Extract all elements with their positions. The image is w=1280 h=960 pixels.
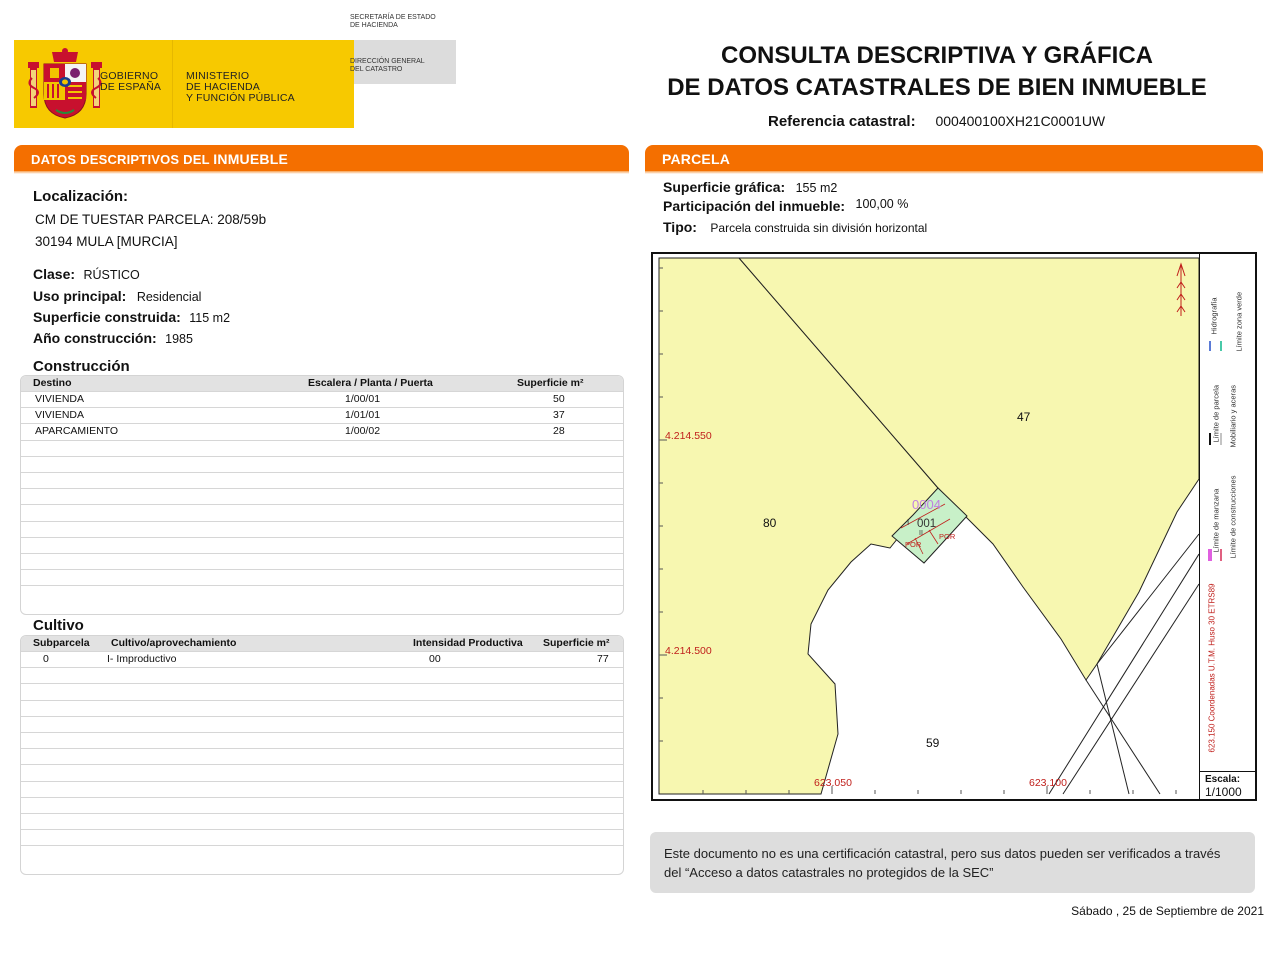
col-intensidad: Intensidad Productiva bbox=[413, 637, 523, 649]
col-superficie: Superficie m² bbox=[517, 377, 584, 389]
table-row-empty bbox=[21, 845, 623, 861]
legend-coords: 623.150 Coordenadas U.T.M. Huso 30 ETRS89 bbox=[1207, 583, 1217, 753]
cell-superficie: 28 bbox=[553, 425, 565, 438]
legend-manzana: Límite de manzana bbox=[1211, 488, 1221, 553]
clase-row bbox=[33, 266, 140, 284]
government-banner bbox=[14, 40, 456, 128]
table-row-empty bbox=[21, 716, 623, 732]
cell-destino: VIVIENDA bbox=[35, 409, 85, 422]
clase-value: RÚSTICO bbox=[83, 268, 140, 282]
table-row-empty bbox=[21, 813, 623, 829]
sup-grafica-row bbox=[663, 179, 837, 197]
unit-label-ii: II bbox=[919, 530, 923, 537]
direccion-text: DIRECCIÓN GENERAL DEL CATASTRO bbox=[350, 58, 425, 73]
table-row bbox=[21, 651, 623, 667]
ministerio-text: MINISTERIO DE HACIENDA Y FUNCIÓN PÚBLICA bbox=[186, 70, 295, 104]
superficie-row bbox=[33, 309, 230, 327]
localizacion-label: Localización: bbox=[33, 188, 129, 205]
escala-box bbox=[1199, 771, 1256, 800]
legend-construcciones: Límite de construcciones bbox=[1228, 475, 1238, 559]
legend-mobiliario: Mobiliario y aceras bbox=[1228, 384, 1238, 448]
table-row-empty bbox=[21, 553, 623, 569]
cell-superficie: 50 bbox=[553, 393, 565, 405]
sup-grafica-label: Superficie gráfica: bbox=[663, 179, 786, 195]
construccion-table-header bbox=[21, 376, 623, 391]
escala-label: Escala: bbox=[1205, 774, 1241, 785]
referencia-catastral bbox=[768, 113, 1105, 130]
ref-value: 000400100XH21C0001UW bbox=[935, 113, 1106, 129]
superficie-value: 115 m2 bbox=[189, 311, 231, 325]
anio-value: 1985 bbox=[165, 332, 193, 346]
uso-label: Uso principal: bbox=[33, 288, 127, 304]
cell-destino: VIVIENDA bbox=[35, 393, 85, 405]
col-superficie: Superficie m² bbox=[543, 637, 610, 649]
table-row-empty bbox=[21, 748, 623, 764]
coord-x-623100: 623.100 bbox=[1029, 777, 1067, 789]
tipo-value: Parcela construida sin división horizontal bbox=[710, 221, 928, 235]
por-label-2: POR bbox=[939, 532, 956, 541]
tipo-row bbox=[663, 219, 927, 237]
page-title: CONSULTA DESCRIPTIVA Y GRÁFICA DE DATOS CATASTRALES DE BIEN INMUEBLE bbox=[667, 42, 1207, 101]
coat-of-arms-icon bbox=[26, 48, 104, 120]
table-row-empty bbox=[21, 829, 623, 845]
table-row-empty bbox=[21, 472, 623, 488]
map-legend bbox=[1199, 253, 1256, 772]
table-row-empty bbox=[21, 764, 623, 780]
cultivo-table-header bbox=[21, 636, 623, 651]
table-row-empty bbox=[21, 456, 623, 472]
table-row-empty bbox=[21, 537, 623, 553]
plot-label-0004: 0004 bbox=[912, 497, 941, 512]
col-cultivo: Cultivo/aprovechamiento bbox=[111, 637, 237, 649]
col-destino: Destino bbox=[33, 377, 72, 389]
plot-label-001: 001 bbox=[917, 518, 937, 530]
cell-escalera: 1/01/01 bbox=[345, 409, 381, 422]
cell-destino: APARCAMIENTO bbox=[35, 425, 119, 438]
table-row bbox=[21, 407, 623, 423]
cell-escalera: 1/00/01 bbox=[345, 393, 381, 405]
gov-yellow-block bbox=[14, 40, 354, 128]
clase-label: Clase: bbox=[33, 266, 76, 282]
localizacion-line1: CM DE TUESTAR PARCELA: 208/59b bbox=[35, 212, 267, 227]
table-row-empty bbox=[21, 488, 623, 504]
table-row-empty bbox=[21, 521, 623, 537]
col-subparcela: Subparcela bbox=[33, 637, 90, 649]
cell-superficie: 37 bbox=[553, 409, 565, 422]
construccion-table bbox=[20, 375, 624, 615]
table-row-empty bbox=[21, 797, 623, 813]
plot-label-80: 80 bbox=[763, 516, 777, 530]
por-label-1: POR bbox=[905, 540, 922, 549]
gov-grey-block bbox=[354, 40, 456, 128]
table-row-empty bbox=[21, 732, 623, 748]
coord-y-4214550: 4.214.550 bbox=[665, 430, 712, 442]
superficie-label: Superficie construida: bbox=[33, 309, 181, 325]
cell-cultivo: I- Improductivo bbox=[107, 653, 177, 665]
table-row-empty bbox=[21, 781, 623, 797]
participacion-value: 100,00 % bbox=[855, 197, 909, 211]
secretaria-text: SECRETARÍA DE ESTADO DE HACIENDA bbox=[350, 14, 436, 29]
ref-label: Referencia catastral: bbox=[768, 113, 916, 130]
table-row-empty bbox=[21, 440, 623, 456]
cell-intensidad: 00 bbox=[429, 653, 441, 665]
parcel-map bbox=[651, 252, 1257, 801]
table-row-empty bbox=[21, 683, 623, 699]
cultivo-table bbox=[20, 635, 624, 875]
table-row-empty bbox=[21, 569, 623, 585]
datos-descriptivos-header: DATOS DESCRIPTIVOS DEL INMUEBLE bbox=[14, 145, 629, 171]
anio-row bbox=[33, 330, 193, 348]
table-row bbox=[21, 423, 623, 439]
uso-row bbox=[33, 288, 201, 306]
col-escalera: Escalera / Planta / Puerta bbox=[308, 377, 433, 389]
participacion-label: Participación del inmueble: bbox=[663, 198, 846, 214]
gobierno-text: GOBIERNO DE ESPAÑA bbox=[100, 70, 162, 93]
sup-grafica-value: 155 m2 bbox=[795, 181, 838, 195]
cell-subparcela: 0 bbox=[43, 653, 49, 665]
table-row-empty bbox=[21, 585, 623, 601]
localizacion-line2: 30194 MULA [MURCIA] bbox=[35, 234, 178, 249]
document-date: Sábado , 25 de Septiembre de 2021 bbox=[1071, 904, 1264, 918]
cell-escalera: 1/00/02 bbox=[345, 425, 381, 438]
cultivo-title: Cultivo bbox=[33, 617, 84, 634]
plot-label-59: 59 bbox=[926, 736, 940, 750]
participacion-row bbox=[663, 198, 908, 216]
table-row-empty bbox=[21, 504, 623, 520]
tipo-label: Tipo: bbox=[663, 219, 697, 235]
legend-zona-verde: Límite zona verde bbox=[1234, 291, 1244, 352]
escala-value: 1/1000 bbox=[1205, 785, 1242, 799]
cell-superficie: 77 bbox=[597, 653, 609, 665]
coord-y-4214500: 4.214.500 bbox=[665, 645, 712, 657]
table-row bbox=[21, 391, 623, 407]
construccion-title: Construcción bbox=[33, 358, 130, 375]
unit-label-i: I bbox=[907, 518, 910, 527]
legend-hidrografia: Hidrografía bbox=[1209, 297, 1219, 335]
legend-parcela: Límite de parcela bbox=[1211, 384, 1221, 443]
gov-divider bbox=[172, 40, 173, 128]
table-row-empty bbox=[21, 700, 623, 716]
table-row-empty bbox=[21, 667, 623, 683]
coord-x-623050: 623.050 bbox=[814, 777, 852, 789]
plot-label-47: 47 bbox=[1017, 410, 1031, 424]
anio-label: Año construcción: bbox=[33, 330, 157, 346]
notice-box: Este documento no es una certificación catastral, pero sus datos pueden ser verificados a través del “Acceso a datos catastrales no protegidos de la SEC” bbox=[650, 832, 1255, 893]
parcela-header: PARCELA bbox=[645, 145, 1263, 171]
uso-value: Residencial bbox=[136, 290, 202, 304]
